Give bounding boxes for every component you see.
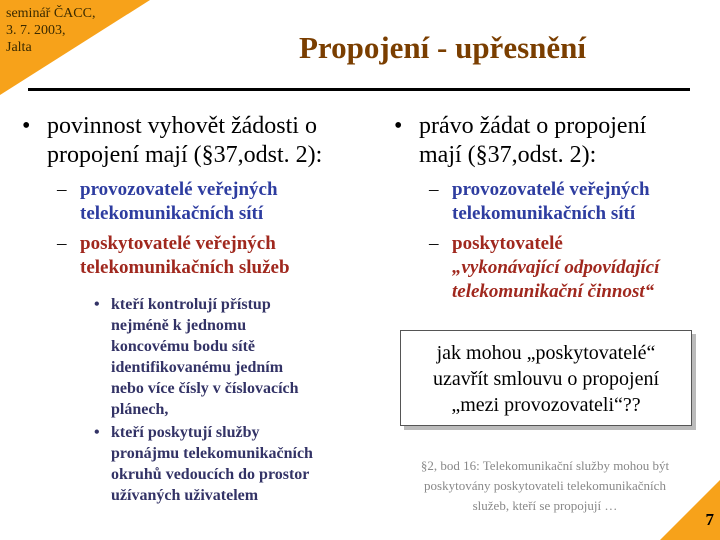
- dash-marker: –: [57, 179, 67, 200]
- left-main-line: propojení mají (§37,odst. 2):: [47, 142, 323, 168]
- text-segment: veřejných: [192, 179, 278, 200]
- text-line: plánech,: [111, 401, 169, 418]
- text-line: identifikovanému jedním: [111, 359, 284, 376]
- left-sub-item: [16, 232, 376, 280]
- bullet-marker: •: [394, 113, 403, 139]
- text-line: poskytovatelé: [452, 233, 563, 254]
- slide-title: Propojení - upřesnění: [298, 30, 586, 65]
- header-note-line: seminář ČACC,: [6, 6, 96, 21]
- text-line: okruhů vedoucích do prostor: [111, 466, 310, 483]
- bullet-marker: •: [94, 424, 100, 441]
- footnote-line: poskytovány poskytovateli telekomunikačních: [424, 478, 666, 493]
- header-note-line: 3. 7. 2003,: [6, 23, 66, 38]
- right-sub-item: [388, 178, 718, 226]
- title-underline: [28, 88, 690, 91]
- question-callout-box: [400, 330, 692, 426]
- text-line: užívaných uživatelem: [111, 487, 259, 504]
- text-line: telekomunikačních služeb: [80, 257, 290, 278]
- right-main-line: mají (§37,odst. 2):: [419, 142, 597, 168]
- text-line: kteří kontrolují přístup: [111, 296, 271, 313]
- text-line: koncovému bodu sítě: [111, 338, 256, 355]
- highlight-operators: provozovatelé: [80, 179, 193, 200]
- text-line: telekomunikačních sítí: [80, 203, 264, 224]
- highlight-operators: provozovatelé: [452, 179, 565, 200]
- text-line: „vykonávající odpovídající: [452, 257, 660, 278]
- bullet-marker: •: [94, 296, 100, 313]
- text-line: nebo více čísly v číslovacích: [111, 380, 299, 397]
- text-line: telekomunikační činnost“: [452, 281, 655, 302]
- text-line: kteří poskytují služby: [111, 424, 260, 441]
- dash-marker: –: [429, 233, 439, 254]
- left-sub-sub-item: [16, 422, 376, 506]
- left-column: [16, 112, 376, 506]
- text-line: pronájmu telekomunikačních: [111, 445, 313, 462]
- footnote-line: §2, bod 16: Telekomunikační služby mohou být: [420, 458, 670, 473]
- header-note-line: Jalta: [6, 40, 32, 55]
- left-sub-item: [16, 178, 376, 226]
- page-number: 7: [705, 510, 714, 529]
- left-sub-sub-item: [16, 294, 376, 420]
- footnote: [380, 456, 710, 516]
- callout-line: „mezi provozovateli“??: [451, 394, 641, 416]
- right-sub-item: [388, 232, 718, 304]
- callout-line: jak mohou „poskytovatelé“: [436, 342, 656, 364]
- footnote-line: služeb, kteří se propojují …: [472, 498, 618, 513]
- text-line: nejméně k jednomu: [111, 317, 247, 334]
- callout-line: uzavřít smlouvu o propojení: [432, 368, 660, 390]
- left-main-line: povinnost vyhovět žádosti o: [47, 113, 317, 139]
- right-column: [388, 112, 718, 304]
- dash-marker: –: [429, 179, 439, 200]
- right-main-bullet: [388, 112, 718, 170]
- text-line: telekomunikačních sítí: [452, 203, 636, 224]
- left-main-bullet: [16, 112, 376, 170]
- text-line: poskytovatelé veřejných: [80, 233, 276, 254]
- text-segment: veřejných: [564, 179, 650, 200]
- right-main-line: právo žádat o propojení: [419, 113, 647, 139]
- dash-marker: –: [57, 233, 67, 254]
- bullet-marker: •: [22, 113, 31, 139]
